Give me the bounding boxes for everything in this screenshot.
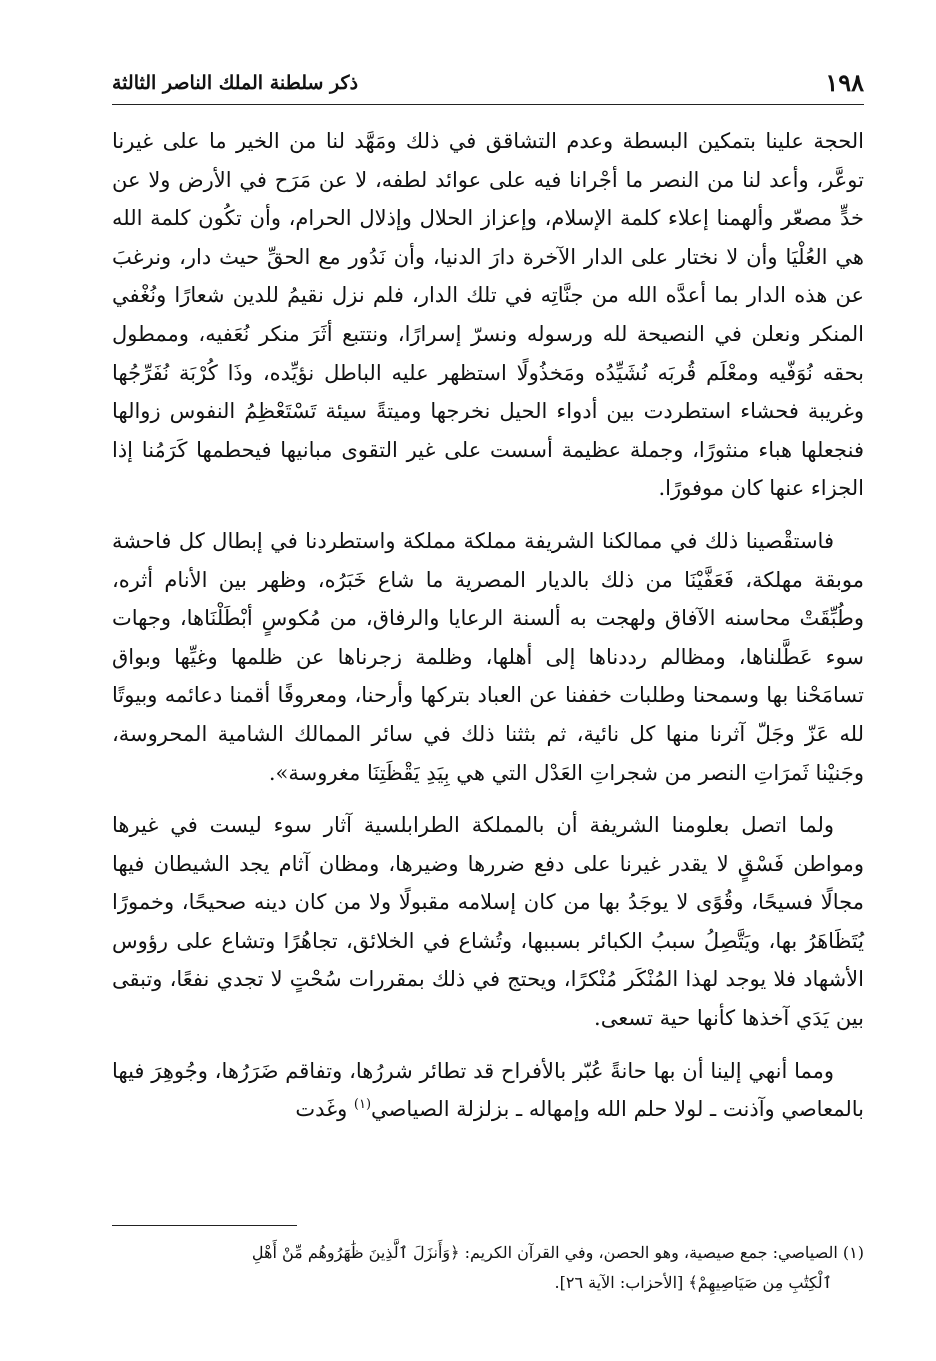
page-header [112,68,864,98]
paragraph-2: فاستقْصينا ذلك في ممالكنا الشريفة مملكة مملكة واستطردنا في إبطال كل فاحشة موبقة مهلكة، فَعَفَّيْنَا من ذلك بالديار المصرية ما شاع خَبَرُه، وظهر بين الأنام أثره، وطُبِّقَتْ محاسنه الآفاق ولهجت به ألسنة الرعايا والرفاق، من مُكوسٍ أبْطَلْنَاها، وجهات سوء عَطَّلناها، ومظالم رددناها إلى أهلها، وظلمة زجرناها عن ظلمها وغيِّها وبواق تسامَحْنا بها وسمحنا وطلبات خففنا عن العباد بتركها وأرحنا، ومعروفًا أقمنا دعائمه وبيوتًا لله عَزّ وجَلّ آثرنا منها كل نائية، ثم بثثنا ذلك في سائر الممالك الشامية المحروسة، وجَنيْنا ثَمرَاتِ النصر من شجراتِ العَدْل التي هي بِيَدِ يَقْظَتِنَا مغروسة». [112,528,864,785]
paragraph-4-tail: وغَدت [295,1097,354,1122]
page-number: ١٩٨ [825,68,864,97]
paragraph-4-text: ومما أنهي إلينا أن بها حانةً عُبّر بالأفراح قد تطائر شررُها، وتفاقم ضَرَرُها، وجُوهِرَ فيها بالمعاصي وآذنت ـ لولا حلم الله وإمهاله ـ بزلزلة الصياصي [112,1058,864,1122]
running-title: ذكر سلطنة الملك الناصر الثالثة [112,72,359,94]
body-text [112,122,864,1143]
paragraph-3: ولما اتصل بعلومنا الشريفة أن بالمملكة الطرابلسية آثار سوء ليست في غيرها ومواطن فَسْقٍ لا يقدر غيرنا على دفع ضررها وضيرها، ومظان آثام يجد الشيطان فيها مجالًا فسيحًا، وقُوًى لا يوجَدُ بها من كان إسلامه مقبولًا ولا من كان دينه صحيحًا، وخمورًا يُتَظَاهَرُ بها، ويَتَّصِلُ سببُ الكبائر بسببها، وتُشاع في الخلائق، تجاهُرًا وتشاع على رؤوس الأشهاد فلا يوجد لهذا المُنْكَر مُنْكرًا، ويحتج في ذلك بمقررات سُحْتٍ لا تجدي نفعًا، وتبقى بين يَدَي آخذها كأنها حية تسعى. [112,813,864,1031]
book-page [112,0,864,1361]
footnote-reference: (١) [353,1097,372,1113]
footnote-1-line-2: ٱلْكِتَٰبِ مِن صَيَاصِيهِمْ﴾ [الأحزاب: الآية ٢٦]. [554,1273,832,1292]
footnote-1-line-1: (١) الصياصي: جمع صيصية، وهو الحصن، وفي القرآن الكريم: ﴿وَأَنزَلَ ٱلَّذِينَ ظَٰهَرُوهُم مِّنْ أَهْلِ [251,1243,864,1262]
paragraph-4 [112,1052,864,1129]
header-rule [112,104,864,105]
footnote-rule [112,1225,297,1226]
paragraph-1: الحجة علينا بتمكين البسطة وعدم التشاقق في ذلك ومَهَّد لنا من الخير ما على غيرنا توعَّر، وأعد لنا من النصر ما أجْرانا فيه على عوائد لطفه، لا عن مَرَح في الأرض ولا عن خدٍّ مصعّر وألهمنا إعلاء كلمة الإسلام، وإعزاز الحلال وإذلال الحرام، وأن تكُون كلمة الله هي العُلْيَا وأن لا نختار على الدار الآخرة دارَ الدنيا، وأن نَدُور مع الحقِّ حيث دار، ونرغبَ عن هذه الدار بما أعدَّه الله من جنَّاتِه في تلك الدار، فلم نزل نقيمُ للدين شعارًا ونُغْفي المنكر ونعلن في النصيحة لله ورسوله ونسرّ إسرارًا، ونتتبع أثَرَ منكر نُعَفيه، وممطول بحقه نُوَفّيه ومعْلَم قُربَه نُشَيِّدُه ومَخذُولًا استظهر عليه الباطل نؤيِّده، وذَا كُرْبَة نُفَرِّجُها وغريبة فحشاء استطردت بين أدواء الحيل نخرجها وميتةً سيئة تَسْتَعْظِمُ النفوس زوالها فنجعلها هباء منثورًا، وجملة عظيمة أسست على غير التقوى مبانيها فيحطمها كَرَمُنا إذا الجزاء عنها كان موفورًا. [112,129,864,501]
footnotes [112,1238,864,1298]
